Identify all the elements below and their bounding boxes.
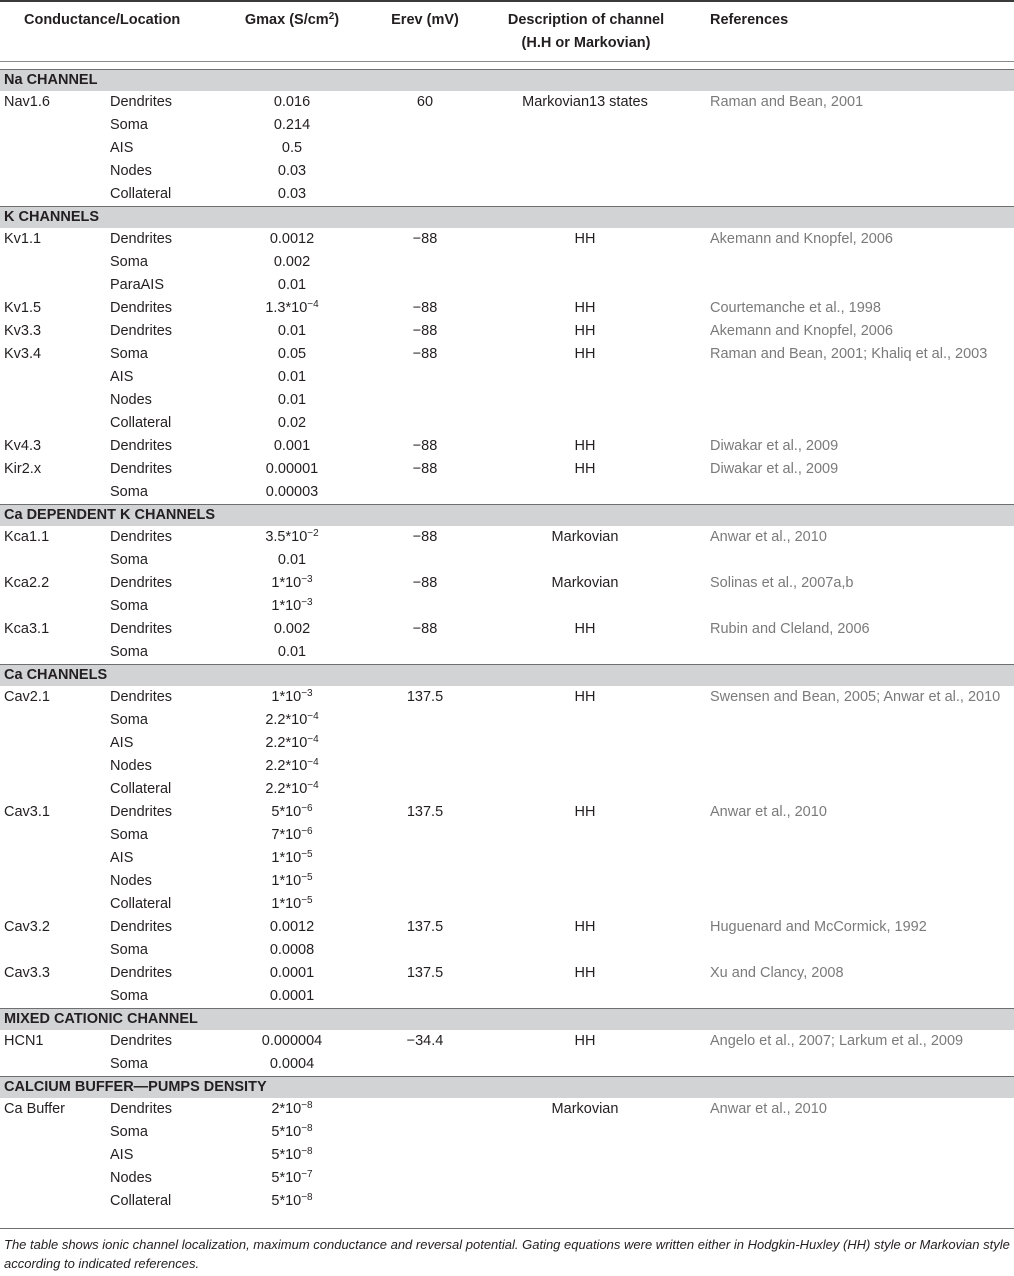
table-row bbox=[0, 641, 1014, 664]
location-cell: Dendrites bbox=[110, 689, 173, 705]
location-cell: Dendrites bbox=[110, 804, 173, 820]
location-cell: Dendrites bbox=[110, 965, 173, 981]
table-row bbox=[0, 366, 1014, 389]
erev-cell: 137.5 bbox=[406, 965, 444, 981]
gmax-cell: 0.03 bbox=[277, 186, 307, 202]
channel-name: Ca Buffer bbox=[4, 1101, 65, 1117]
description-cell: HH bbox=[574, 1033, 596, 1049]
gmax-cell: $2.2*10^{-4}$ bbox=[265, 734, 319, 751]
erev-cell: −88 bbox=[412, 575, 438, 591]
location-cell: Soma bbox=[110, 644, 148, 660]
table-row bbox=[0, 91, 1014, 114]
erev-cell: 137.5 bbox=[406, 919, 444, 935]
gmax-cell: 0.00001 bbox=[265, 461, 319, 477]
section-header: K CHANNELS bbox=[0, 206, 1014, 228]
erev-cell: −88 bbox=[412, 231, 438, 247]
location-cell: Dendrites bbox=[110, 575, 173, 591]
description-cell: HH bbox=[574, 461, 596, 477]
table-row bbox=[0, 916, 1014, 939]
header-description: Description of channel (H.H or Markovian) bbox=[507, 12, 665, 51]
table-row bbox=[0, 709, 1014, 732]
gmax-cell: $5*10^{-8}$ bbox=[271, 1146, 313, 1163]
table-row bbox=[0, 458, 1014, 481]
gmax-cell: 0.0008 bbox=[269, 942, 315, 958]
table-row bbox=[0, 618, 1014, 641]
location-cell: Dendrites bbox=[110, 1033, 173, 1049]
location-cell: Soma bbox=[110, 988, 148, 1004]
gmax-cell: 0.02 bbox=[277, 415, 307, 431]
erev-cell: −88 bbox=[412, 621, 438, 637]
table-row bbox=[0, 183, 1014, 206]
gmax-cell: $2*10^{-8}$ bbox=[271, 1100, 313, 1117]
location-cell: AIS bbox=[110, 1147, 134, 1163]
table-row bbox=[0, 572, 1014, 595]
reference-cell: Angelo et al., 2007; Larkum et al., 2009 bbox=[710, 1033, 964, 1049]
erev-cell: −88 bbox=[412, 461, 438, 477]
table-row bbox=[0, 778, 1014, 801]
gmax-cell: $1*10^{-3}$ bbox=[271, 688, 313, 705]
table-row bbox=[0, 228, 1014, 251]
gmax-cell: $7*10^{-6}$ bbox=[271, 826, 313, 843]
location-cell: ParaAIS bbox=[110, 277, 164, 293]
location-cell: Collateral bbox=[110, 1193, 172, 1209]
table-row bbox=[0, 755, 1014, 778]
reference-cell: Raman and Bean, 2001; Khaliq et al., 2003 bbox=[710, 346, 988, 362]
table-row bbox=[0, 1144, 1014, 1167]
location-cell: Nodes bbox=[110, 1170, 152, 1186]
reference-cell: Xu and Clancy, 2008 bbox=[710, 965, 844, 981]
location-cell: Nodes bbox=[110, 163, 152, 179]
gmax-cell: 0.002 bbox=[273, 254, 311, 270]
section-header: Na CHANNEL bbox=[0, 69, 1014, 91]
reference-cell: Diwakar et al., 2009 bbox=[710, 438, 839, 454]
gmax-cell: 0.0012 bbox=[269, 231, 315, 247]
table-row bbox=[0, 549, 1014, 572]
description-cell: HH bbox=[574, 438, 596, 454]
location-cell: Soma bbox=[110, 712, 148, 728]
gmax-cell: 0.01 bbox=[277, 644, 307, 660]
header-references: References bbox=[710, 12, 789, 28]
table-row bbox=[0, 274, 1014, 297]
gmax-cell: 0.01 bbox=[277, 369, 307, 385]
description-cell: HH bbox=[574, 346, 596, 362]
channel-name: Kir2.x bbox=[4, 461, 42, 477]
location-cell: Collateral bbox=[110, 896, 172, 912]
location-cell: AIS bbox=[110, 850, 134, 866]
gmax-cell: 0.000004 bbox=[261, 1033, 323, 1049]
erev-cell: 60 bbox=[416, 94, 434, 110]
header-erev: Erev (mV) bbox=[391, 12, 459, 28]
table-footnote: The table shows ionic channel localization, maximum conductance and reversal potential. Gating equations were written either in Hodgkin-Huxley (HH) style or Markovian style according to indicated references. bbox=[4, 1237, 1010, 1271]
gmax-cell: $1*10^{-5}$ bbox=[271, 849, 313, 866]
channel-name: Cav3.3 bbox=[4, 965, 50, 981]
location-cell: Dendrites bbox=[110, 621, 173, 637]
erev-cell: 137.5 bbox=[406, 689, 444, 705]
channel-name: Kca1.1 bbox=[4, 529, 50, 545]
section-header: CALCIUM BUFFER—PUMPS DENSITY bbox=[0, 1076, 1014, 1098]
channel-name: Kv3.3 bbox=[4, 323, 42, 339]
table-row bbox=[0, 870, 1014, 893]
reference-cell: Courtemanche et al., 1998 bbox=[710, 300, 881, 316]
location-cell: Dendrites bbox=[110, 231, 173, 247]
gmax-cell: 0.002 bbox=[273, 621, 311, 637]
channel-name: Kv4.3 bbox=[4, 438, 42, 454]
table-row bbox=[0, 137, 1014, 160]
location-cell: AIS bbox=[110, 735, 134, 751]
gmax-cell: $1*10^{-5}$ bbox=[271, 895, 313, 912]
location-cell: Dendrites bbox=[110, 94, 173, 110]
reference-cell: Raman and Bean, 2001 bbox=[710, 94, 864, 110]
gmax-cell: $1*10^{-5}$ bbox=[271, 872, 313, 889]
reference-cell: Anwar et al., 2010 bbox=[710, 804, 827, 820]
table-body bbox=[0, 69, 1014, 1213]
location-cell: Collateral bbox=[110, 186, 172, 202]
erev-cell: −88 bbox=[412, 300, 438, 316]
gmax-cell: 0.5 bbox=[281, 140, 303, 156]
table-row bbox=[0, 893, 1014, 916]
section-header: MIXED CATIONIC CHANNEL bbox=[0, 1008, 1014, 1030]
header-gmax: Gmax $(S/cm^2)$ bbox=[244, 11, 340, 28]
description-cell: HH bbox=[574, 804, 596, 820]
channel-name: Kv1.5 bbox=[4, 300, 42, 316]
reference-cell: Solinas et al., 2007a,b bbox=[710, 575, 854, 591]
table-row bbox=[0, 686, 1014, 709]
gmax-cell: 0.01 bbox=[277, 392, 307, 408]
gmax-cell: 0.001 bbox=[273, 438, 311, 454]
location-cell: Soma bbox=[110, 827, 148, 843]
table-row bbox=[0, 320, 1014, 343]
table-row bbox=[0, 1190, 1014, 1213]
gmax-cell: 0.00003 bbox=[265, 484, 319, 500]
table-row bbox=[0, 801, 1014, 824]
erev-cell: −88 bbox=[412, 346, 438, 362]
reference-cell: Akemann and Knopfel, 2006 bbox=[710, 231, 893, 247]
gmax-cell: 0.01 bbox=[277, 552, 307, 568]
table-row bbox=[0, 435, 1014, 458]
table-row bbox=[0, 595, 1014, 618]
location-cell: Soma bbox=[110, 484, 148, 500]
table-row bbox=[0, 297, 1014, 320]
table-row bbox=[0, 343, 1014, 366]
gmax-cell: $5*10^{-6}$ bbox=[271, 803, 313, 820]
gmax-cell: $2.2*10^{-4}$ bbox=[265, 757, 319, 774]
reference-cell: Rubin and Cleland, 2006 bbox=[710, 621, 870, 637]
location-cell: Dendrites bbox=[110, 529, 173, 545]
location-cell: Dendrites bbox=[110, 300, 173, 316]
gmax-cell: $1.3*10^{-4}$ bbox=[265, 299, 319, 316]
location-cell: AIS bbox=[110, 140, 134, 156]
description-cell: Markovian13 states bbox=[522, 94, 648, 110]
location-cell: Soma bbox=[110, 1124, 148, 1140]
table-row bbox=[0, 412, 1014, 435]
table-row bbox=[0, 481, 1014, 504]
gmax-cell: $5*10^{-7}$ bbox=[271, 1169, 313, 1186]
erev-cell: 137.5 bbox=[406, 804, 444, 820]
location-cell: Soma bbox=[110, 598, 148, 614]
table-row bbox=[0, 1053, 1014, 1076]
table-row bbox=[0, 962, 1014, 985]
reference-cell: Anwar et al., 2010 bbox=[710, 1101, 827, 1117]
erev-cell: −88 bbox=[412, 529, 438, 545]
gmax-cell: 0.016 bbox=[273, 94, 311, 110]
table-row bbox=[0, 1030, 1014, 1053]
erev-cell: −34.4 bbox=[406, 1033, 444, 1049]
table-row bbox=[0, 1121, 1014, 1144]
location-cell: Soma bbox=[110, 254, 148, 270]
gmax-cell: 0.01 bbox=[277, 323, 307, 339]
channel-name: Cav2.1 bbox=[4, 689, 50, 705]
table-row bbox=[0, 114, 1014, 137]
table-row bbox=[0, 526, 1014, 549]
gmax-cell: 0.03 bbox=[277, 163, 307, 179]
reference-cell: Anwar et al., 2010 bbox=[710, 529, 827, 545]
location-cell: Soma bbox=[110, 117, 148, 133]
description-cell: HH bbox=[574, 231, 596, 247]
gmax-cell: 0.0004 bbox=[269, 1056, 315, 1072]
description-cell: HH bbox=[574, 323, 596, 339]
section-header: Ca CHANNELS bbox=[0, 664, 1014, 686]
location-cell: Nodes bbox=[110, 392, 152, 408]
location-cell: Collateral bbox=[110, 781, 172, 797]
description-cell: HH bbox=[574, 965, 596, 981]
gmax-cell: $3.5*10^{-2}$ bbox=[265, 528, 319, 545]
table-row bbox=[0, 1167, 1014, 1190]
channel-name: Kv1.1 bbox=[4, 231, 42, 247]
gmax-cell: $5*10^{-8}$ bbox=[271, 1123, 313, 1140]
location-cell: Dendrites bbox=[110, 1101, 173, 1117]
erev-cell: −88 bbox=[412, 438, 438, 454]
location-cell: Nodes bbox=[110, 873, 152, 889]
description-cell: Markovian bbox=[551, 529, 619, 545]
table-row bbox=[0, 1098, 1014, 1121]
location-cell: Soma bbox=[110, 552, 148, 568]
channel-name: Kca3.1 bbox=[4, 621, 50, 637]
channel-name: Kca2.2 bbox=[4, 575, 50, 591]
location-cell: Soma bbox=[110, 942, 148, 958]
top-rule bbox=[0, 0, 1014, 2]
gmax-cell: $1*10^{-3}$ bbox=[271, 597, 313, 614]
location-cell: Dendrites bbox=[110, 919, 173, 935]
channel-name: Cav3.2 bbox=[4, 919, 50, 935]
location-cell: Dendrites bbox=[110, 438, 173, 454]
reference-cell: Swensen and Bean, 2005; Anwar et al., 2010 bbox=[710, 689, 1001, 705]
gmax-cell: 0.0001 bbox=[269, 988, 315, 1004]
table-row bbox=[0, 251, 1014, 274]
reference-cell: Diwakar et al., 2009 bbox=[710, 461, 839, 477]
location-cell: Nodes bbox=[110, 758, 152, 774]
reference-cell: Huguenard and McCormick, 1992 bbox=[710, 919, 927, 935]
channel-name: Nav1.6 bbox=[4, 94, 50, 110]
channel-name: HCN1 bbox=[4, 1033, 44, 1049]
table-row bbox=[0, 939, 1014, 962]
bottom-rule bbox=[0, 1228, 1014, 1229]
table-row bbox=[0, 389, 1014, 412]
description-cell: HH bbox=[574, 300, 596, 316]
gmax-cell: 0.0001 bbox=[269, 965, 315, 981]
header-conductance: Conductance/Location bbox=[24, 12, 181, 28]
location-cell: Soma bbox=[110, 1056, 148, 1072]
gmax-cell: 0.0012 bbox=[269, 919, 315, 935]
channel-name: Cav3.1 bbox=[4, 804, 50, 820]
channel-name: Kv3.4 bbox=[4, 346, 42, 362]
location-cell: Dendrites bbox=[110, 323, 173, 339]
header-rule bbox=[0, 61, 1014, 62]
gmax-cell: 0.05 bbox=[277, 346, 307, 362]
table-row bbox=[0, 160, 1014, 183]
gmax-cell: 0.01 bbox=[277, 277, 307, 293]
gmax-cell: $1*10^{-3}$ bbox=[271, 574, 313, 591]
description-cell: HH bbox=[574, 919, 596, 935]
location-cell: Collateral bbox=[110, 415, 172, 431]
gmax-cell: $5*10^{-8}$ bbox=[271, 1192, 313, 1209]
table-row bbox=[0, 847, 1014, 870]
reference-cell: Akemann and Knopfel, 2006 bbox=[710, 323, 893, 339]
location-cell: Soma bbox=[110, 346, 148, 362]
table-row bbox=[0, 985, 1014, 1008]
description-cell: HH bbox=[574, 621, 596, 637]
gmax-cell: $2.2*10^{-4}$ bbox=[265, 711, 319, 728]
gmax-cell: $2.2*10^{-4}$ bbox=[265, 780, 319, 797]
table-row bbox=[0, 732, 1014, 755]
description-cell: Markovian bbox=[551, 575, 619, 591]
erev-cell: −88 bbox=[412, 323, 438, 339]
description-cell: Markovian bbox=[551, 1101, 619, 1117]
description-cell: HH bbox=[574, 689, 596, 705]
gmax-cell: 0.214 bbox=[273, 117, 311, 133]
location-cell: AIS bbox=[110, 369, 134, 385]
section-header: Ca DEPENDENT K CHANNELS bbox=[0, 504, 1014, 526]
location-cell: Dendrites bbox=[110, 461, 173, 477]
table-row bbox=[0, 824, 1014, 847]
